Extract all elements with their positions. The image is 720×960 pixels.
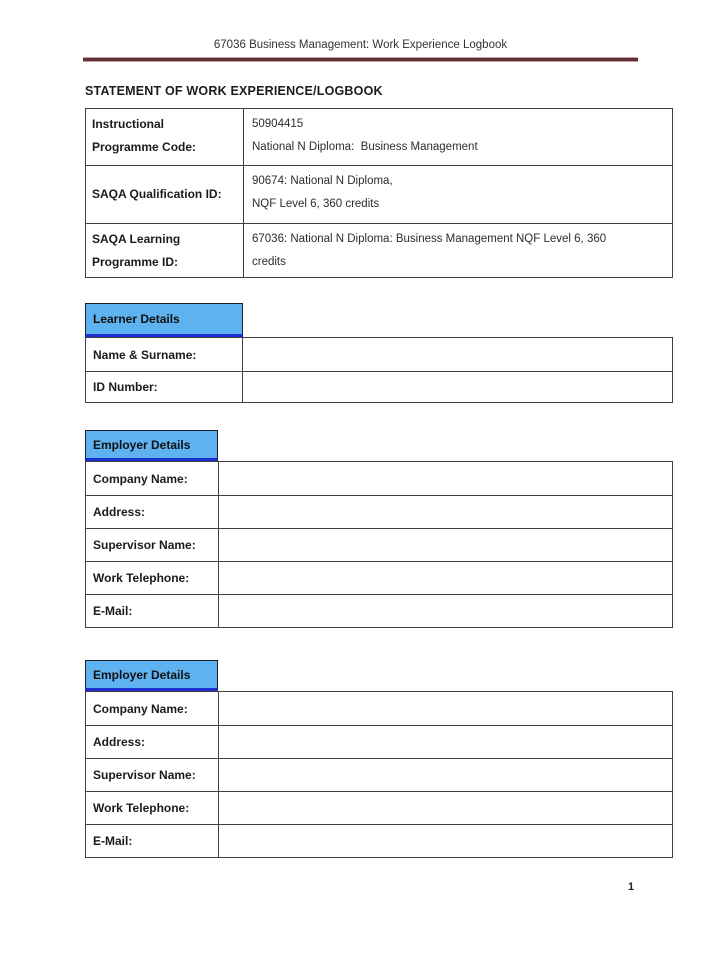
table-row-company-name bbox=[86, 692, 672, 725]
company-name-value-cell bbox=[219, 692, 672, 725]
field-label: Company Name: bbox=[86, 462, 219, 495]
field-label: Address: bbox=[86, 496, 219, 528]
value-line: 67036: National N Diploma: Business Management NQF Level 6, 360 bbox=[252, 233, 607, 245]
id-number-value-cell bbox=[243, 372, 672, 402]
supervisor-name-value-cell bbox=[219, 759, 672, 791]
employer-details-table-1 bbox=[85, 461, 673, 628]
value-line: NQF Level 6, 360 credits bbox=[252, 198, 380, 210]
table-row-instructional-programme-code bbox=[86, 109, 672, 165]
table-row-work-telephone bbox=[86, 561, 672, 594]
label-line: Programme ID: bbox=[92, 255, 179, 269]
value-line: National N Diploma: Business Management bbox=[252, 141, 478, 153]
work-telephone-value-cell bbox=[219, 562, 672, 594]
table-row-name-surname bbox=[86, 338, 672, 371]
field-label: Work Telephone: bbox=[86, 792, 219, 824]
table-row-email bbox=[86, 594, 672, 627]
name-surname-value-cell bbox=[243, 338, 672, 371]
field-label: Supervisor Name: bbox=[86, 759, 219, 791]
address-value-cell bbox=[219, 726, 672, 758]
row-label bbox=[86, 166, 244, 223]
field-label: E-Mail: bbox=[86, 825, 219, 857]
label-line: Instructional bbox=[92, 117, 165, 131]
table-row-company-name bbox=[86, 462, 672, 495]
table-row-address bbox=[86, 495, 672, 528]
table-row-supervisor-name bbox=[86, 528, 672, 561]
row-label bbox=[86, 224, 244, 277]
table-row-saqa-learning-programme-id bbox=[86, 223, 672, 277]
table-row-work-telephone bbox=[86, 791, 672, 824]
field-label: Name & Surname: bbox=[86, 338, 243, 371]
table-row-address bbox=[86, 725, 672, 758]
employer-details-header-1: Employer Details bbox=[85, 430, 218, 461]
employer-details-header-2: Employer Details bbox=[85, 660, 218, 691]
header-rule bbox=[83, 57, 638, 62]
programme-info-table bbox=[85, 108, 673, 278]
work-telephone-value-cell bbox=[219, 792, 672, 824]
field-label: ID Number: bbox=[86, 372, 243, 402]
learner-details-header: Learner Details bbox=[85, 303, 243, 337]
label-line: SAQA Learning bbox=[92, 232, 181, 246]
row-value bbox=[244, 109, 672, 165]
table-row-saqa-qualification-id bbox=[86, 165, 672, 223]
field-label: Supervisor Name: bbox=[86, 529, 219, 561]
field-label: E-Mail: bbox=[86, 595, 219, 627]
field-label: Work Telephone: bbox=[86, 562, 219, 594]
document-title: STATEMENT OF WORK EXPERIENCE/LOGBOOK bbox=[85, 84, 383, 98]
row-value bbox=[244, 166, 672, 223]
email-value-cell bbox=[219, 595, 672, 627]
running-header-title: 67036 Business Management: Work Experience Logbook bbox=[213, 39, 508, 51]
row-value bbox=[244, 224, 672, 277]
label-line: SAQA Qualification ID: bbox=[92, 187, 222, 201]
label-line: Programme Code: bbox=[92, 140, 197, 154]
company-name-value-cell bbox=[219, 462, 672, 495]
email-value-cell bbox=[219, 825, 672, 857]
table-row-id-number bbox=[86, 371, 672, 402]
learner-details-table bbox=[85, 337, 673, 403]
field-label: Company Name: bbox=[86, 692, 219, 725]
field-label: Address: bbox=[86, 726, 219, 758]
table-row-supervisor-name bbox=[86, 758, 672, 791]
supervisor-name-value-cell bbox=[219, 529, 672, 561]
row-label bbox=[86, 109, 244, 165]
employer-details-table-2 bbox=[85, 691, 673, 858]
page-number: 1 bbox=[628, 881, 635, 893]
value-line: credits bbox=[252, 256, 286, 268]
table-row-email bbox=[86, 824, 672, 857]
value-line: 90674: National N Diploma, bbox=[252, 175, 393, 187]
address-value-cell bbox=[219, 496, 672, 528]
value-line: 50904415 bbox=[252, 118, 304, 130]
